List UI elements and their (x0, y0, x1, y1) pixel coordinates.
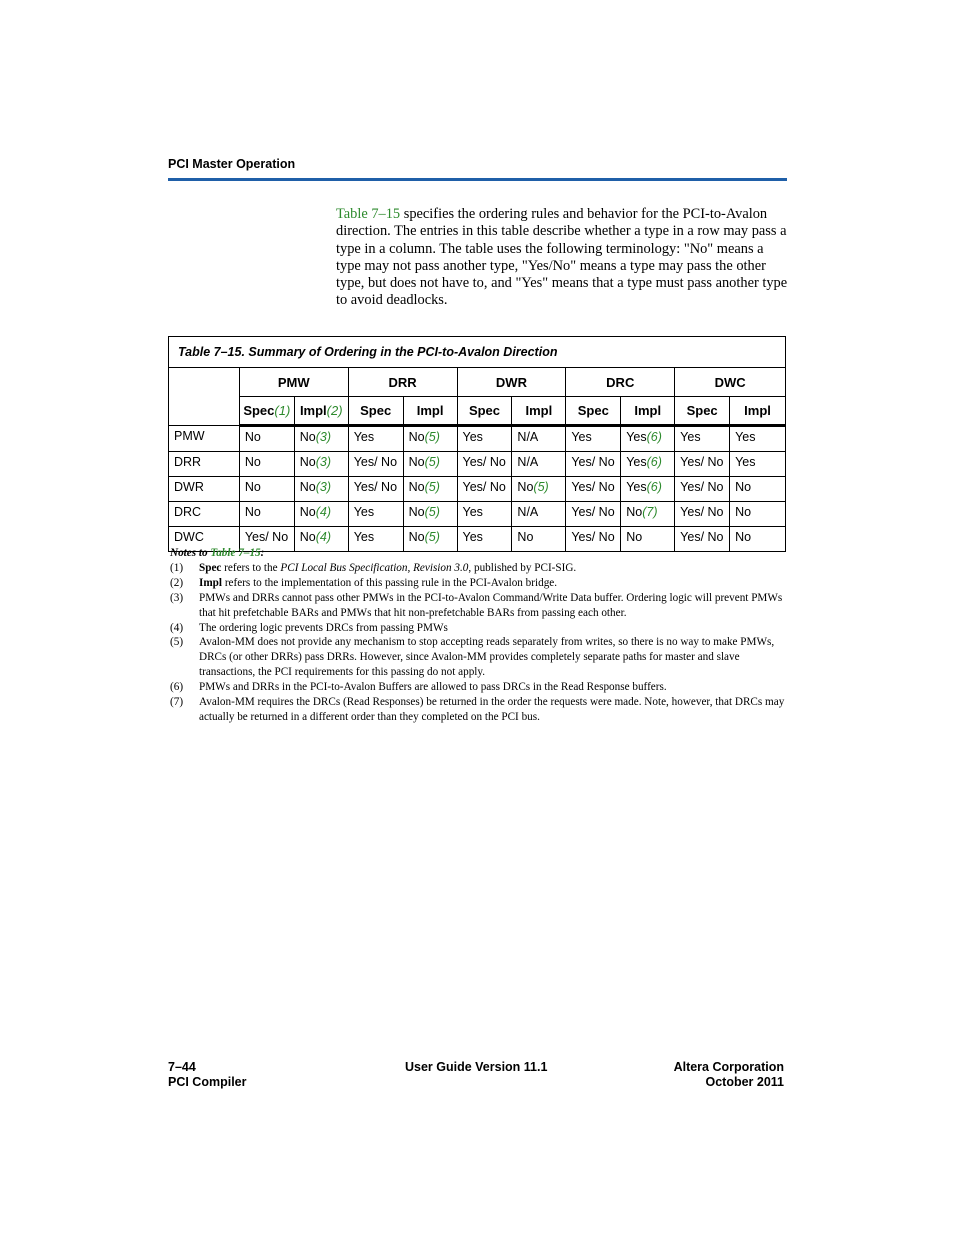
table-row (169, 502, 786, 527)
column-group-header: DRR (348, 368, 457, 397)
table-cell: Yes(6) (621, 452, 675, 477)
note-text: PMWs and DRRs in the PCI-to-Avalon Buffers are allowed to pass DRCs in the Read Response buffers. (199, 681, 667, 694)
note-reference[interactable]: (5) (424, 480, 440, 494)
note-item (170, 680, 786, 695)
column-subheader: Impl (512, 397, 566, 426)
note-number: (4) (170, 621, 184, 634)
note-reference[interactable]: (3) (315, 430, 332, 444)
table-cell: Yes/ No (675, 477, 730, 502)
note-item (170, 561, 786, 576)
table-cell: No (239, 477, 294, 502)
table-cell: Yes/ No (566, 527, 621, 552)
note-text: Avalon-MM does not provide any mechanism to stop accepting reads separately from writes, so there is no way to make PMWs, DRCs (or other DRRs) pass DRRs. However, since Avalon-MM provides completely separate paths for master and slave transactions, the PCI requirements for this passing do not apply. (199, 636, 775, 679)
note-number: (6) (170, 681, 184, 694)
table-caption: Table 7–15. Summary of Ordering in the PCI-to-Avalon Direction (169, 337, 786, 368)
table-cell: Yes/ No (675, 527, 730, 552)
note-reference[interactable]: (1) (274, 403, 291, 418)
page-number: 7–44 (168, 1060, 196, 1074)
note-number: (5) (170, 636, 184, 649)
table-cell: No (239, 426, 294, 452)
table-cell: No(3) (294, 426, 348, 452)
table-notes (170, 546, 786, 725)
note-item (170, 576, 786, 591)
table-cell: Yes (348, 426, 403, 452)
note-reference[interactable]: (5) (424, 430, 440, 444)
column-subheader: Spec(1) (239, 397, 294, 426)
table-cell: N/A (512, 452, 566, 477)
table-cell: Yes (566, 426, 621, 452)
table-cell: No (512, 527, 566, 552)
company-name: Altera Corporation (673, 1060, 784, 1074)
corner-cell (169, 368, 240, 426)
note-text: Spec refers to the PCI Local Bus Specification, Revision 3.0, published by PCI-SIG. (199, 561, 577, 574)
doc-version: User Guide Version 11.1 (405, 1060, 548, 1074)
table-cell: No(5) (403, 477, 457, 502)
note-item (170, 591, 786, 621)
note-text: PMWs and DRRs cannot pass other PMWs in the PCI-to-Avalon Command/Write Data buffer. Ordering logic will prevent PMWs that hit prefetchable BARs and PMWs that hit non-prefetchable BARs from passing each other. (199, 591, 783, 619)
note-reference[interactable]: (5) (533, 480, 549, 494)
notes-title: Notes to Table 7–15: (170, 547, 265, 559)
column-subheader: Spec (348, 397, 403, 426)
note-item (170, 695, 786, 725)
table-row (169, 477, 786, 502)
note-text: Avalon-MM requires the DRCs (Read Responses) be returned in the order the requests were made. Note, however, that DRCs may actually be returned in a different order than they completed on the PCI bus. (199, 696, 785, 723)
table-cell: Yes (730, 426, 786, 452)
note-text: Impl refers to the implementation of this passing rule in the PCI-Avalon bridge. (199, 576, 558, 589)
section-header: PCI Master Operation (168, 157, 296, 171)
column-subheader: Spec (566, 397, 621, 426)
table-cell: No(5) (403, 452, 457, 477)
table-cell: Yes/ No (348, 477, 403, 502)
row-label: DWR (169, 477, 240, 502)
column-subheader: Impl (730, 397, 786, 426)
table-cell: Yes (675, 426, 730, 452)
note-reference[interactable]: (3) (315, 455, 332, 469)
table-cell: Yes (457, 527, 512, 552)
note-text: The ordering logic prevents DRCs from passing PMWs (199, 621, 448, 634)
table-cell: No (730, 477, 786, 502)
table-cell: N/A (512, 426, 566, 452)
table-cell: No(5) (403, 527, 457, 552)
row-label: DWC (169, 527, 240, 552)
table-cell: Yes (348, 502, 403, 527)
note-number: (1) (170, 561, 184, 574)
intro-paragraph (336, 206, 788, 310)
table-cell: No(3) (294, 452, 348, 477)
column-subheader: Impl (621, 397, 675, 426)
table-link[interactable]: Table 7–15 (336, 206, 401, 222)
table-cell: Yes(6) (621, 477, 675, 502)
table-cell: Yes/ No (566, 502, 621, 527)
table-cell: No (621, 527, 675, 552)
table-cell: No (239, 502, 294, 527)
table-cell: Yes/ No (566, 477, 621, 502)
row-label: PMW (169, 426, 240, 452)
publish-date: October 2011 (705, 1075, 784, 1089)
note-reference[interactable]: (4) (315, 530, 332, 544)
table-cell: Yes(6) (621, 426, 675, 452)
note-reference[interactable]: (6) (646, 480, 662, 494)
column-group-header: PMW (239, 368, 348, 397)
table-row (169, 452, 786, 477)
table-cell: No (730, 502, 786, 527)
note-reference[interactable]: (6) (646, 430, 662, 444)
note-number: (7) (170, 696, 184, 709)
table-cell: No(7) (621, 502, 675, 527)
note-reference[interactable]: (5) (424, 530, 440, 544)
ordering-table (168, 336, 786, 552)
row-label: DRR (169, 452, 240, 477)
table-cell: Yes/ No (675, 502, 730, 527)
table-cell: Yes/ No (239, 527, 294, 552)
column-group-header: DWR (457, 368, 566, 397)
table-cell: No(3) (294, 477, 348, 502)
intro-text: specifies the ordering rules and behavior for the PCI-to-Avalon direction. The entries in this table describe whether a type in a row may pass a type in a column. The table uses the following terminology: "No" means a type may not pass another type, "Yes/No" means a type may pass the other type, but does not have to, and "Yes" means that a type must pass another type to avoid deadlocks. (336, 206, 788, 309)
table-cell: Yes (457, 502, 512, 527)
table-cell: N/A (512, 502, 566, 527)
note-reference[interactable]: (2) (326, 403, 343, 418)
note-reference[interactable]: (5) (424, 505, 440, 519)
table-cell: Yes (730, 452, 786, 477)
note-reference[interactable]: (3) (315, 480, 332, 494)
product-name: PCI Compiler (168, 1075, 247, 1089)
column-subheader: Spec (457, 397, 512, 426)
table-cell: Yes/ No (348, 452, 403, 477)
column-group-header: DWC (675, 368, 786, 397)
footer-right (620, 1060, 784, 1090)
column-group-header: DRC (566, 368, 675, 397)
note-reference[interactable]: (4) (315, 505, 332, 519)
header-divider (168, 178, 787, 181)
table-cell: No (239, 452, 294, 477)
table-cell: No(4) (294, 502, 348, 527)
column-subheader: Impl (403, 397, 457, 426)
table-cell: Yes (457, 426, 512, 452)
note-item (170, 635, 786, 680)
note-reference[interactable]: (7) (642, 505, 658, 519)
note-reference[interactable]: (6) (646, 455, 662, 469)
footer-left (168, 1060, 247, 1090)
column-subheader: Impl(2) (294, 397, 348, 426)
table-cell: No(5) (403, 502, 457, 527)
table-cell: No(5) (403, 426, 457, 452)
note-number: (3) (170, 591, 184, 604)
table-cell: No (730, 527, 786, 552)
table-cell: No(4) (294, 527, 348, 552)
row-label: DRC (169, 502, 240, 527)
table-cell: Yes/ No (457, 477, 512, 502)
note-number: (2) (170, 576, 184, 589)
table-cell: No(5) (512, 477, 566, 502)
table-cell: Yes (348, 527, 403, 552)
note-item (170, 621, 786, 636)
table-cell: Yes/ No (457, 452, 512, 477)
note-reference[interactable]: (5) (424, 455, 440, 469)
notes-table-link[interactable]: Table 7–15 (210, 547, 261, 559)
table-row (169, 426, 786, 452)
table-cell: Yes/ No (675, 452, 730, 477)
column-subheader: Spec (675, 397, 730, 426)
table-cell: Yes/ No (566, 452, 621, 477)
